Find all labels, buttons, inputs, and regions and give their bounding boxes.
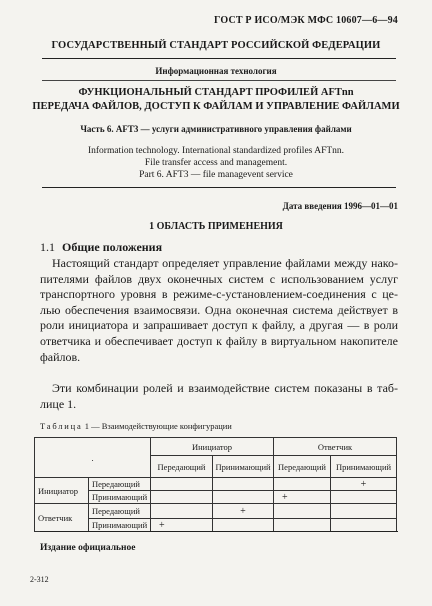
cell-plus: + bbox=[213, 504, 274, 519]
header-responder-receiving: Принимающий bbox=[331, 456, 397, 478]
cell bbox=[331, 519, 397, 532]
edition-label: Издание официальное bbox=[40, 543, 136, 553]
standard-title: ГОСУДАРСТВЕННЫЙ СТАНДАРТ РОССИЙСКОЙ ФЕДЕРАЦИИ bbox=[51, 40, 381, 51]
english-title-line-3: Part 6. AFT3 — file managevent service bbox=[139, 170, 293, 180]
page-number: 2-312 bbox=[30, 575, 49, 584]
paragraph-line: файлов. bbox=[40, 349, 81, 364]
table-caption-label: Таблица bbox=[40, 421, 83, 431]
row-initiator-sending: Передающий bbox=[89, 478, 151, 491]
cell bbox=[151, 491, 213, 504]
paragraph-scope bbox=[40, 256, 398, 365]
subsection-title: Общие положения bbox=[62, 240, 163, 254]
cell bbox=[331, 491, 397, 504]
cell bbox=[151, 504, 213, 519]
header-initiator: Инициатор bbox=[151, 438, 274, 456]
cell bbox=[213, 519, 274, 532]
english-title-line-1: Information technology. International standardized profiles AFTnn. bbox=[87, 146, 345, 156]
table-caption-number: 1 bbox=[84, 421, 89, 431]
paragraph-line: пителями файлов двух оконечных систем с использованием услуг bbox=[40, 271, 398, 286]
header-responder-sending: Передающий bbox=[274, 456, 331, 478]
subsection-number: 1.1 bbox=[40, 240, 55, 254]
paragraph-line: ответчика и обеспечивает доступ к файлу в виртуальном накопителе bbox=[40, 333, 398, 348]
paragraph-line: Настоящий стандарт определяет управление файлами между нако- bbox=[52, 256, 398, 270]
cell bbox=[274, 504, 331, 519]
row-initiator: Инициатор bbox=[35, 478, 89, 504]
header-initiator-sending: Передающий bbox=[151, 456, 213, 478]
cell-plus: + bbox=[331, 478, 397, 491]
paragraph-line: Эти комбинации ролей и взаимодействие систем показаны в таб- bbox=[52, 381, 398, 395]
english-title-line-2: File transfer access and management. bbox=[144, 158, 288, 168]
subtitle: Информационная технология bbox=[155, 66, 277, 76]
cell bbox=[274, 478, 331, 491]
table-caption bbox=[40, 421, 232, 431]
corner-mark: . bbox=[91, 452, 94, 463]
introduction-date: Дата введения 1996—01—01 bbox=[282, 201, 398, 211]
paragraph-line: лью обеспечения взаимосвязи. Одна оконечная система действует в bbox=[40, 302, 398, 317]
header-initiator-receiving: Принимающий bbox=[213, 456, 274, 478]
paragraph-table-reference bbox=[40, 381, 398, 412]
cell-plus: + bbox=[274, 491, 331, 504]
configurations-table bbox=[34, 437, 397, 532]
paragraph-line: транспортного уровня в режиме-с-установлением-соединения с це- bbox=[40, 287, 398, 302]
row-initiator-receiving: Принимающий bbox=[89, 491, 151, 504]
divider-subtitle bbox=[42, 80, 396, 81]
main-title-line-1: ФУНКЦИОНАЛЬНЫЙ СТАНДАРТ ПРОФИЛЕЙ AFTnn bbox=[78, 87, 354, 98]
section-title: 1 ОБЛАСТЬ ПРИМЕНЕНИЯ bbox=[149, 221, 283, 232]
row-responder: Ответчик bbox=[35, 504, 89, 532]
cell bbox=[213, 478, 274, 491]
main-title-line-2: ПЕРЕДАЧА ФАЙЛОВ, ДОСТУП К ФАЙЛАМ И УПРАВЛЕНИЕ ФАЙЛАМИ bbox=[32, 101, 400, 112]
paragraph-line: роли инициатора и запрашивает доступ к файлу, а другая — в роли bbox=[40, 318, 398, 333]
divider-middle bbox=[42, 187, 396, 188]
cell bbox=[213, 491, 274, 504]
cell bbox=[331, 504, 397, 519]
row-responder-sending: Передающий bbox=[89, 504, 151, 519]
cell bbox=[274, 519, 331, 532]
table-caption-text: — Взаимодействующие конфигурации bbox=[91, 421, 232, 431]
cell-plus: + bbox=[151, 519, 213, 532]
divider-top bbox=[42, 58, 396, 59]
header-responder: Ответчик bbox=[274, 438, 397, 456]
table-corner-cell bbox=[35, 438, 151, 478]
part-title: Часть 6. AFT3 — услуги административного управления файлами bbox=[80, 124, 352, 134]
paragraph-line: лице 1. bbox=[40, 396, 77, 411]
document-code: ГОСТ Р ИСО/МЭК МФС 10607—6—94 bbox=[214, 15, 398, 26]
cell bbox=[151, 478, 213, 491]
row-responder-receiving: Принимающий bbox=[89, 519, 151, 532]
divider-bottom bbox=[40, 531, 398, 532]
